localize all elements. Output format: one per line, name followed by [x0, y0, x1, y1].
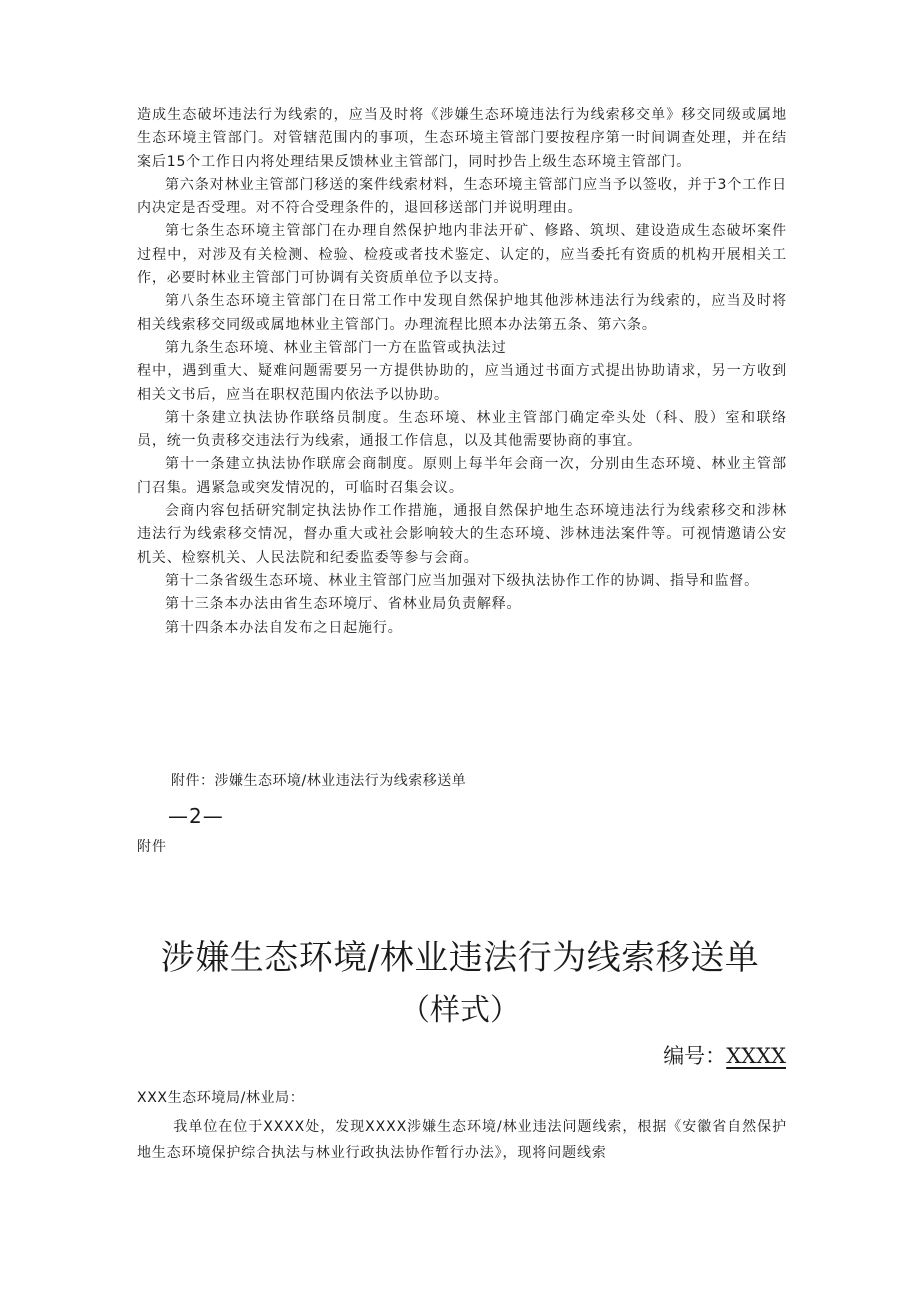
attachment-reference: 附件：涉嫌生态环境/林业违法行为线索移送单: [171, 773, 467, 789]
article-paragraph: 造成生态破坏违法行为线索的，应当及时将《涉嫌生态环境违法行为线索移交单》移交同级或属地生态环境主管部门。对管辖范围内的事项，生态环境主管部门要按程序第一时间调查处理，并在结案后15个工作日内将处理结果反馈林业主管部门，同时抄告上级生态环境主管部门。: [137, 107, 787, 170]
page-number: —2—: [168, 804, 224, 828]
serial-number: [663, 1040, 786, 1070]
regulation-articles: [137, 104, 787, 640]
attachment-label: 附件: [137, 839, 167, 855]
serial-label: 编号：: [663, 1044, 727, 1068]
serial-value: XXXX: [726, 1044, 786, 1068]
addressee: XXX生态环境局/林业局：: [137, 1090, 305, 1106]
article-paragraph: 第六条对林业主管部门移送的案件线索材料，生态环境主管部门应当予以签收，并于3个工作日内决定是否受理。对不符合受理条件的，退回移送部门并说明理由。: [137, 176, 787, 217]
article-paragraph: 第七条生态环境主管部门在办理自然保护地内非法开矿、修路、筑坝、建设造成生态破坏案件过程中，对涉及有关检测、检验、检疫或者技术鉴定、认定的，应当委托有资质的机构开展相关工作，必要时林业主管部门可协调有关资质单位予以支持。: [137, 223, 787, 287]
article-paragraph: 第十二条省级生态环境、林业主管部门应当加强对下级执法协作工作的协调、指导和监督。: [165, 572, 759, 589]
article-paragraph: 第十一条建立执法协作联席会商制度。原则上每半年会商一次，分别由生态环境、林业主管部门召集。遇紧急或突发情况的，可临时召集会议。: [137, 456, 787, 496]
article-paragraph: 第十三条本办法由省生态环境厅、省林业局负责解释。: [165, 596, 522, 613]
form-subtitle: （样式）: [400, 993, 520, 1028]
form-body-text: 我单位在位于XXXX处，发现XXXX涉嫌生态环境/林业违法问题线索，根据《安徽省自然保护地生态环境保护综合执法与林业行政执法协作暂行办法》，现将问题线索: [137, 1119, 787, 1161]
form-title: 涉嫌生态环境/林业违法行为线索移送单: [160, 938, 760, 978]
article-paragraph: 会商内容包括研究制定执法协作工作措施，通报自然保护地生态环境违法行为线索移交和涉林违法行为线索移交情况，督办重大或社会影响较大的生态环境、涉林违法案件等。可视情邀请公安机关、检察机关、人民法院和纪委监委等参与会商。: [137, 503, 787, 566]
article-paragraph: 第九条生态环境、林业主管部门一方在监管或执法过: [165, 339, 507, 356]
article-paragraph: 第十四条本办法自发布之日起施行。: [165, 619, 403, 636]
article-paragraph: 第十条建立执法协作联络员制度。生态环境、林业主管部门确定牵头处（科、股）室和联络员，统一负责移交违法行为线索，通报工作信息，以及其他需要协商的事宜。: [137, 409, 787, 450]
article-paragraph: 程中，遇到重大、疑难问题需要另一方提供协助的，应当通过书面方式提出协助请求，另一方收到相关文书后，应当在职权范围内依法予以协助。: [137, 363, 787, 403]
article-paragraph: 第八条生态环境主管部门在日常工作中发现自然保护地其他涉林违法行为线索的，应当及时将相关线索移交同级或属地林业主管部门。办理流程比照本办法第五条、第六条。: [137, 293, 787, 333]
